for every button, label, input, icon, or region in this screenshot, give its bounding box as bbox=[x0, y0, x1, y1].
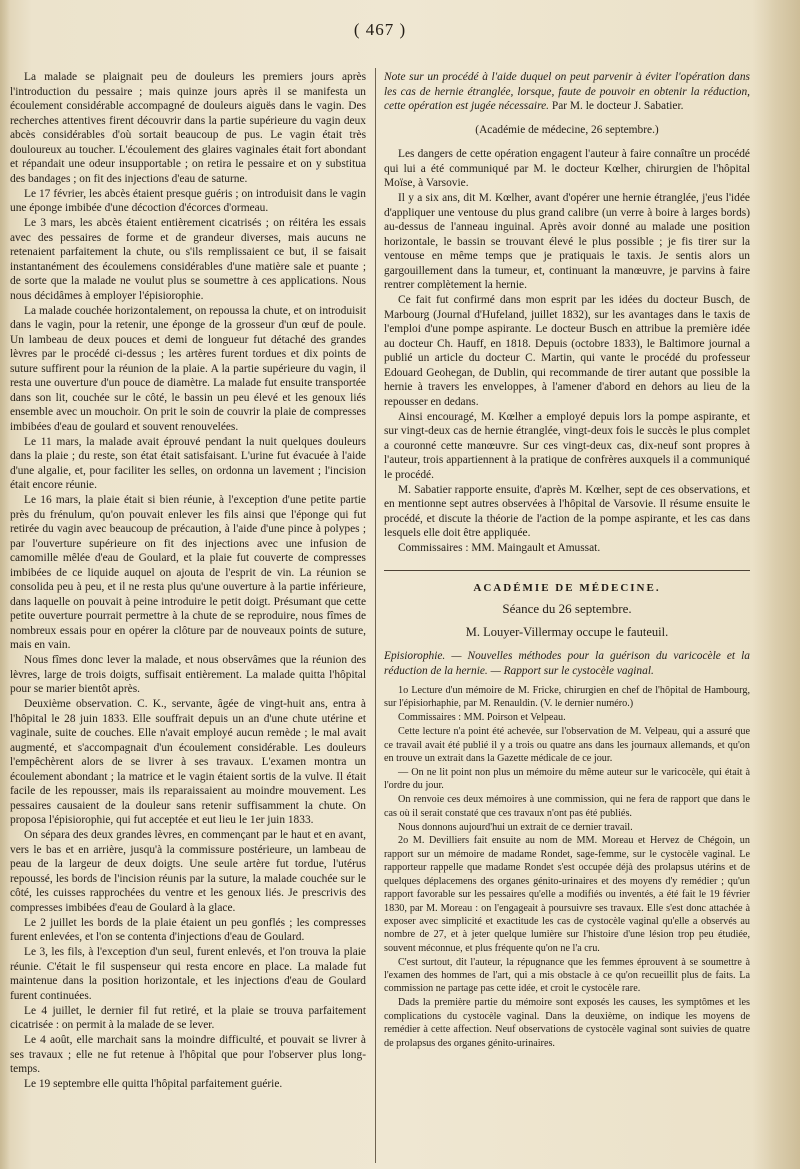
left-paragraph: Le 3 mars, les abcès étaient entièrement cicatrisés ; on réitéra les essais avec des pessaires de forme et de grandeur diverses, mais aucuns ne retenaient parfaitement la chute, ou s'ils remplissaient ce but, il se faisait instantanément des écoulemens considérables d'une matière sale et puante ; de sorte que la malade ne voulut plus se soumettre à ces applications. Nous nous décidâmes à employer l'épisiorophie. bbox=[10, 217, 366, 302]
session-summary: Episiorophie. — Nouvelles méthodes pour la guérison du varicocèle et la réduction de la hernie. — Rapport sur le cystocèle vaginal. bbox=[384, 650, 750, 677]
session-paragraph: C'est surtout, dit l'auteur, la répugnance que les femmes éprouvent à se soumettre à l'examen des hommes de l'art, qui a mis obstacle à ce qu'on recueillit plus de faits. La commission ne partage pas cette idée, et croit le cystocèle rare. bbox=[384, 956, 750, 995]
session-paragraph: 1o Lecture d'un mémoire de M. Fricke, chirurgien en chef de l'hôpital de Hambourg, sur l'épisiorhaphie, par M. Renauldin. (V. le dernier numéro.) bbox=[384, 685, 750, 710]
left-column bbox=[10, 70, 366, 1163]
left-paragraph: Nous fîmes donc lever la malade, et nous observâmes que la réunion des lèvres, large de trois doigts, suffisait entièrement. La malade quitta l'hôpital pour se marier bientôt après. bbox=[10, 654, 366, 695]
note-source: (Académie de médecine, 26 septembre.) bbox=[475, 123, 659, 136]
left-paragraph: Le 4 août, elle marchait sans la moindre difficulté, et pouvait se livrer à ses travaux ; elle ne fut retenue à l'hôpital que pour l'observer plus long-temps. bbox=[10, 1034, 366, 1075]
note-paragraph: M. Sabatier rapporte ensuite, d'après M. Kœlher, sept de ces observations, et en mentionne sept autres observées à l'hôpital de Varsovie. Il résume ensuite le procédé, et discute la théorie de l'action de la pompe aspirante, et les cas dans lesquels elle doit être appliquée. bbox=[384, 483, 750, 539]
note-commissaires: Commissaires : MM. Maingault et Amussat. bbox=[398, 542, 601, 554]
session-body bbox=[384, 684, 750, 1050]
note-heading bbox=[384, 70, 750, 114]
column-divider bbox=[375, 68, 376, 1163]
session-date: Séance du 26 septembre. bbox=[502, 601, 632, 616]
session-paragraph: Dads la première partie du mémoire sont exposés les causes, les symptômes et les complications du cystocèle vaginal. Dans la deuxième, on indique les moyens de remédier à cette affection. Neuf observations de cystocèle vaginal sont suivies de quatre de prolapsus des organes génito-urinaires. bbox=[384, 997, 750, 1049]
left-paragraph: Le 17 février, les abcès étaient presque guéris ; on introduisit dans le vagin une éponge imbibée d'une décoction d'écorces d'ormeau. bbox=[10, 187, 366, 214]
page-number: ( 467 ) bbox=[353, 20, 407, 39]
page-right-shadow bbox=[752, 0, 800, 1169]
page-left-shadow bbox=[0, 0, 10, 1169]
session-paragraph: 2o M. Devilliers fait ensuite au nom de MM. Moreau et Hervez de Chégoin, un rapport sur un mémoire de madame Rondet, sage-femme, sur le cystocèle vaginal. Le rapporteur rappelle que madame Rondet s'est occupée déjà des prolapsus utérins et de quelques déplacemens des organes génito-urinaires et des moyens d'y remédier ; qu'un rapport favorable sur les pessaires qu'elle a modifiés ou inventés, a été fait le 19 février 1830, par M. Moreau : on l'engageait à poursuivre ses travaux. Elle s'est donc attachée à exposer avec simplicité et exactitude les cas de cystocèle vaginal qu'elle a observés au nombre de 27, et à jeter quelque lumière sur l'histoire d'une lésion trop peu étudiée, souvent méconnue, et plus fréquente qu'on ne l'a cru. bbox=[384, 835, 750, 954]
note-paragraph: Les dangers de cette opération engagent l'auteur à faire connaître un procédé qui lui a été communiqué par M. le docteur Kœlher, chirurgien de l'hôpital Moïse, à Varsovie. bbox=[384, 148, 750, 189]
right-column bbox=[384, 70, 750, 1163]
left-paragraph: Le 11 mars, la malade avait éprouvé pendant la nuit quelques douleurs dans la plaie ; du reste, son état était satisfaisant. L'urine fut évacuée à l'aide d'une algalie, et, pour faciliter les selles, on ordonna un lavement ; l'incision était encore réunie. bbox=[10, 435, 366, 491]
left-paragraph: Le 2 juillet les bords de la plaie étaient un peu gonflés ; les compresses furent enlevées, et l'on se contenta d'injections d'eau de Goulard. bbox=[10, 916, 366, 943]
left-paragraph: Le 19 septembre elle quitta l'hôpital parfaitement guérie. bbox=[24, 1078, 283, 1090]
left-paragraph: La malade se plaignait peu de douleurs les premiers jours après l'introduction du pessaire ; mais quinze jours après il se manifesta un écoulement considérable accompagné de douleurs aiguës dans le vagin. Des recherches attentives firent découvrir dans la partie supérieure du vagin deux abcès considérables d'où sortait beaucoup de pus. Le vagin était très douloureux au toucher. L'écoulement des glaires vaginales était fort abondant et répandait une odeur insupportable ; on retira le pessaire et on y substitua des bandages ; on fit des injections d'eau de saturne. bbox=[10, 71, 366, 185]
section-title: ACADÉMIE DE MÉDECINE. bbox=[473, 581, 661, 594]
note-paragraph: Il y a six ans, dit M. Kœlher, avant d'opérer une hernie étranglée, j'eus l'idée d'appliquer une ventouse du plus grand calibre (un verre à boire à larges bords) au-dessus de l'anneau inguinal. Après avoir donné au malade une position horizontale, le bassin se trouvant élevé le plus possible ; je fis tirer sur la ventouse en même temps que je pratiquais le taxis. Je sentis alors un gargouillement dans la tumeur, et, continuant la manœuvre, je parvins à faire rentrer complètement la hernie. bbox=[384, 192, 750, 291]
left-paragraph: Le 16 mars, la plaie était si bien réunie, à l'exception d'une petite partie près du frénulum, qu'on pouvait enlever les fils ainsi que l'éponge qui fut retirée du vagin avec beaucoup de précaution, à l'aide d'une pince à polypes ; par l'ouverture supérieure on fit des injections avec une infusion de camomille mêlée d'eau de Goulard, et la plaie fut couverte de compresses imbibées de ce liquide auquel on ajouta de l'esprit de vin. La réunion se consolida peu à peu, et il ne resta plus qu'une ouverture à la partie inférieure, dans laquelle on pouvait à peine introduire le petit doigt. Présumant que cette petite ouverture pourrait permettre à la chute de se reproduire, nous fîmes de nombreux essais pour en opérer la clôture par de nouveaux points de suture, mais en vain. bbox=[10, 494, 366, 651]
session-paragraph: — On ne lit point non plus un mémoire du même auteur sur le varicocèle, qui était à l'ordre du jour. bbox=[384, 766, 750, 792]
session-paragraph: On renvoie ces deux mémoires à une commission, qui ne fera de rapport que dans le cas où il serait constaté que ces travaux n'ont pas été publiés. bbox=[384, 794, 750, 819]
left-paragraph: La malade couchée horizontalement, on repoussa la chute, et on introduisit dans le vagin, pour la retenir, une éponge de la grosseur d'un œuf de poule. Un lambeau de deux pouces et demi de longueur fut détaché des grandes lèvres par le procédé ci-dessus ; les artères furent tordues et dix points de suture suffirent pour la réunion de la plaie. A la partie supérieure du vagin, il resta une ouverture d'un pouce de diamètre. La malade fut ensuite transportée dans son lit, couchée sur le côté, le bassin un peu élevé et les genoux liés ensemble avec un mouchoir. On prit le soin de couvrir la plaie de compresses imbibées d'eau de goulard et souvent renouvelées. bbox=[10, 304, 366, 433]
left-paragraph: Le 4 juillet, le dernier fil fut retiré, et la plaie se trouva parfaitement cicatrisée : on permit à la malade de se lever. bbox=[10, 1004, 366, 1031]
session-paragraph: Commissaires : MM. Poirson et Velpeau. bbox=[398, 712, 566, 724]
left-paragraph: On sépara des deux grandes lèvres, en commençant par le haut et en avant, vers le bas et en arrière, jusqu'à la commissure postérieure, un lambeau de peau de la largeur de deux doigts. Une seule artère fut tordue, l'utérus repoussé, les bords de l'incision réunis par la suture, la malade couchée sur le côté, les cuisses rapprochées du ventre et les genoux liés. Je prescrivis des compresses imbibées d'eau de Goulard à la glace. bbox=[10, 829, 366, 914]
section-rule bbox=[384, 570, 750, 571]
note-title: Note sur un procédé à l'aide duquel on peut parvenir à éviter l'opération dans les cas de hernie étranglée, lorsque, faute de pouvoir en obtenir la réduction, cette opération est jugée nécessaire. bbox=[384, 71, 750, 112]
left-paragraph: Le 3, les fils, à l'exception d'un seul, furent enlevés, et l'on trouva la plaie réunie. C'était le fil suspenseur qui resta encore en place. La malade fut maintenue dans la position horizontale, et les injections d'eau de Goulard furent continuées. bbox=[10, 946, 366, 1002]
note-paragraph: Ainsi encouragé, M. Kœlher a employé depuis lors la pompe aspirante, et sur vingt-deux cas de hernie étranglée, vingt-deux fois le succès le plus complet a couronné cette manœuvre. Sur ces vingt-deux cas, dix-neuf sont propres à l'auteur, trois appartiennent à la pratique de confrères auxquels il a communiqué le procédé. bbox=[384, 410, 750, 481]
session-paragraph: Nous donnons aujourd'hui un extrait de ce dernier travail. bbox=[398, 821, 633, 833]
left-paragraph: Deuxième observation. C. K., servante, âgée de vingt-huit ans, entra à l'hôpital le 28 juin 1833. Elle souffrait depuis un an d'une chute utérine et vaginale, suite de couches. Elle n'avait employé aucun remède ; le mal avait augmenté, et s'accompagnait d'un écoulement considérable. Les douleurs l'empêchèrent alors de se livrer à ses travaux. L'examen montra un écoulement abondant ; la matrice et le vagin étaient sortis de la vulve. Il était facile de les repousser, mais ils reparaissaient au moindre mouvement. Les pessaires causaient de la douleur sans retenir suffisamment la chute. On proposa l'épisiorophie, qui fut acceptée et eut lieu le 1er juin 1833. bbox=[10, 698, 366, 826]
session-paragraph: Cette lecture n'a point été achevée, sur l'observation de M. Velpeau, qui a assuré que ce travail avait été publié il y a trois ou quatre ans dans les journaux allemands, et qu'on en trouve un extrait dans la Gazette médicale de ce jour. bbox=[384, 726, 750, 765]
note-author: Par M. le docteur J. Sabatier. bbox=[551, 100, 684, 112]
note-paragraph: Ce fait fut confirmé dans mon esprit par les idées du docteur Busch, de Marbourg (Journal d'Hufeland, juillet 1832), sur les avantages dans le taxis de l'emploi d'une pompe aspirante. Le docteur Busch en attribue la première idée au docteur Ch. Hauff, en 1818. Depuis (octobre 1833), le Baltimore journal a publié un article du docteur C. Martin, qui vante le procédé du professeur Edouard Geohegan, de Dublin, qui recommande de tirer autant que possible la hernie à travers les enveloppes, à l'amener d'abord en dehors au lieu de la repousser en dedans. bbox=[384, 294, 750, 408]
session-president: M. Louyer-Villermay occupe le fauteuil. bbox=[465, 624, 669, 639]
